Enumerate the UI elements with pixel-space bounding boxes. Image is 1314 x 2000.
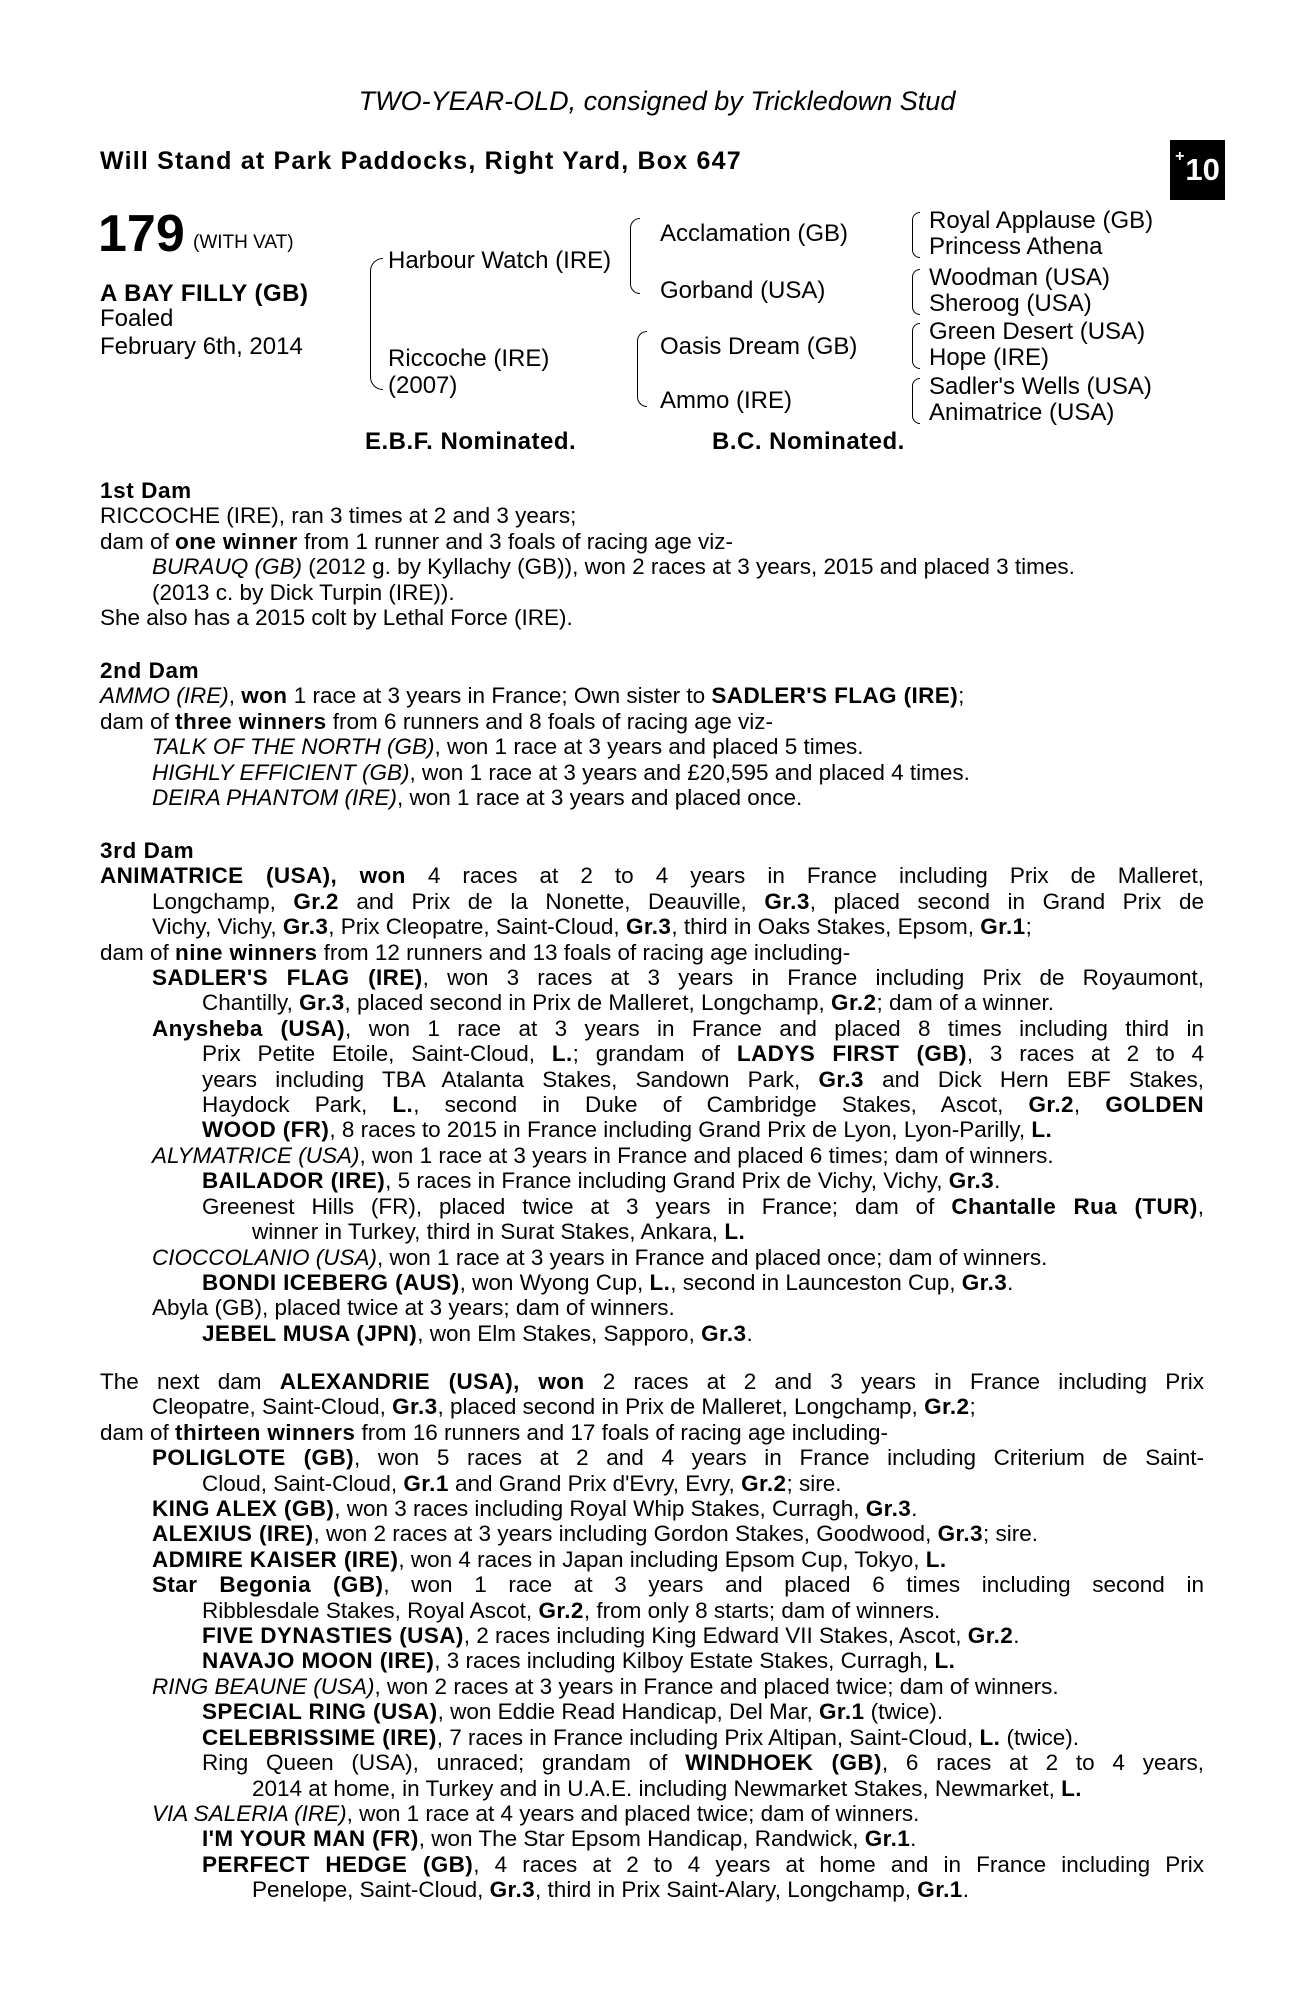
third-dam-heading: 3rd Dam	[100, 838, 195, 863]
page-header: TWO-YEAR-OLD, consigned by Trickledown Stud	[358, 86, 956, 116]
progeny-entry: ADMIRE KAISER (IRE), won 4 races in Japan including Epsom Cup, Tokyo, L.	[152, 1546, 947, 1572]
progeny-entry: I'M YOUR MAN (FR), won The Star Epsom Handicap, Randwick, Gr.1.	[202, 1826, 917, 1852]
ggdam-3: Hope (IRE)	[929, 344, 1050, 371]
first-dam-note: She also has a 2015 colt by Lethal Force (IRE).	[100, 605, 573, 631]
progeny-entry: CELEBRISSIME (IRE), 7 races in France including Prix Altipan, Saint-Cloud, L. (twice).	[202, 1724, 1080, 1750]
progeny-entry: years including TBA Atalanta Stakes, Sandown Park, Gr.3 and Dick Hern EBF Stakes,	[202, 1066, 1204, 1092]
lot-description: A BAY FILLY (GB)	[100, 280, 309, 307]
second-dam-heading: 2nd Dam	[100, 658, 200, 683]
sire: Harbour Watch (IRE)	[388, 247, 612, 274]
dam-sire: Oasis Dream (GB)	[660, 333, 858, 360]
progeny-entry: PERFECT HEDGE (GB), 4 races at 2 to 4 years at home and in France including Prix	[202, 1851, 1204, 1877]
ggsire-2: Woodman (USA)	[929, 264, 1110, 291]
progeny-entry: Star Begonia (GB), won 1 race at 3 years and placed 6 times including second in	[152, 1572, 1204, 1598]
first-dam-produce-summary: dam of one winner from 1 runner and 3 foals of racing age viz-	[100, 528, 734, 554]
sire-dam: Gorband (USA)	[660, 277, 826, 304]
progeny-entry: VIA SALERIA (IRE), won 1 race at 4 years and placed twice; dam of winners.	[152, 1800, 920, 1826]
dam-year: (2007)	[388, 372, 458, 399]
progeny-entry: NAVAJO MOON (IRE), 3 races including Kilboy Estate Stakes, Curragh, L.	[202, 1648, 956, 1674]
ggsire-4: Sadler's Wells (USA)	[929, 373, 1152, 400]
progeny-entry: JEBEL MUSA (JPN), won Elm Stakes, Sapporo, Gr.3.	[202, 1320, 753, 1346]
third-dam-section	[100, 838, 1204, 1346]
ebf-nominated: E.B.F. Nominated.	[365, 428, 577, 455]
g3-bracket-1	[912, 212, 920, 258]
ggsire-1: Royal Applause (GB)	[929, 207, 1154, 234]
first-dam-line: RICCOCHE (IRE), ran 3 times at 2 and 3 years;	[100, 503, 577, 529]
foaled-date: February 6th, 2014	[100, 333, 303, 360]
progeny-entry: Penelope, Saint-Cloud, Gr.3, third in Prix Saint-Alary, Longchamp, Gr.1.	[252, 1877, 969, 1903]
progeny-entry: CIOCCOLANIO (USA), won 1 race at 3 years in France and placed once; dam of winners.	[152, 1244, 1048, 1270]
progeny-entry: winner in Turkey, third in Surat Stakes, Ankara, L.	[252, 1219, 746, 1245]
progeny-entry: TALK OF THE NORTH (GB), won 1 race at 3 years and placed 5 times.	[152, 734, 864, 760]
sire-sire: Acclamation (GB)	[660, 220, 849, 247]
dam: Riccoche (IRE)	[388, 345, 550, 372]
progeny-entry: RING BEAUNE (USA), won 2 races at 3 years in France and placed twice; dam of winners.	[152, 1673, 1059, 1699]
dam-dam: Ammo (IRE)	[660, 387, 792, 414]
foaled-label: Foaled	[100, 305, 174, 332]
vat-label: (WITH VAT)	[193, 232, 294, 253]
g3-bracket-2	[912, 269, 920, 315]
progeny-entry: Ring Queen (USA), unraced; grandam of WINDHOEK (GB), 6 races at 2 to 4 years,	[202, 1750, 1204, 1776]
badge-value: 10	[1185, 152, 1220, 187]
sire-bracket	[630, 218, 640, 294]
second-dam-line: AMMO (IRE), won 1 race at 3 years in France; Own sister to SADLER'S FLAG (IRE);	[100, 683, 965, 709]
g3-bracket-4	[912, 378, 920, 424]
pedigree-bracket	[370, 258, 383, 390]
progeny-entry: Cloud, Saint-Cloud, Gr.1 and Grand Prix d'Evry, Evry, Gr.2; sire.	[202, 1470, 842, 1496]
third-dam-line: ANIMATRICE (USA), won 4 races at 2 to 4 years in France including Prix de Malleret,	[100, 863, 1205, 889]
next-dam-line: The next dam ALEXANDRIE (USA), won 2 races at 2 and 3 years in France including Prix	[100, 1369, 1204, 1394]
stand-location: Will Stand at Park Paddocks, Right Yard, Box 647	[100, 147, 742, 175]
progeny-entry: KING ALEX (GB), won 3 races including Royal Whip Stakes, Curragh, Gr.3.	[152, 1496, 918, 1522]
dam-bracket	[637, 331, 647, 407]
progeny-entry: 2014 at home, in Turkey and in U.A.E. including Newmarket Stakes, Newmarket, L.	[252, 1775, 1082, 1801]
progeny-entry: BONDI ICEBERG (AUS), won Wyong Cup, L., second in Launceston Cup, Gr.3.	[202, 1269, 1014, 1295]
third-dam-line: Longchamp, Gr.2 and Prix de la Nonette, Deauville, Gr.3, placed second in Grand Prix de	[152, 888, 1205, 914]
progeny-entry: Ribblesdale Stakes, Royal Ascot, Gr.2, from only 8 starts; dam of winners.	[202, 1597, 941, 1623]
rating-badge	[1170, 140, 1225, 200]
progeny-entry: HIGHLY EFFICIENT (GB), won 1 race at 3 years and £20,595 and placed 4 times.	[152, 759, 970, 785]
progeny-entry: DEIRA PHANTOM (IRE), won 1 race at 3 years and placed once.	[152, 785, 803, 811]
progeny-entry: Haydock Park, L., second in Duke of Cambridge Stakes, Ascot, Gr.2, GOLDEN	[202, 1092, 1204, 1118]
progeny-entry: SPECIAL RING (USA), won Eddie Read Handicap, Del Mar, Gr.1 (twice).	[202, 1699, 944, 1725]
next-dam-produce-summary: dam of thirteen winners from 16 runners and 17 foals of racing age including-	[100, 1419, 889, 1445]
ggdam-2: Sheroog (USA)	[929, 290, 1092, 317]
progeny-entry: WOOD (FR), 8 races to 2015 in France including Grand Prix de Lyon, Lyon-Parilly, L.	[202, 1117, 1053, 1143]
ggdam-4: Animatrice (USA)	[929, 399, 1115, 426]
first-dam-section	[100, 478, 1204, 630]
third-dam-line: Vichy, Vichy, Gr.3, Prix Cleopatre, Saint-Cloud, Gr.3, third in Oaks Stakes, Epsom, Gr.1;	[152, 914, 1032, 940]
progeny-entry: BURAUQ (GB) (2012 g. by Kyllachy (GB)), won 2 races at 3 years, 2015 and placed 3 times.	[152, 554, 1075, 580]
progeny-entry: ALYMATRICE (USA), won 1 race at 3 years in France and placed 6 times; dam of winners.	[152, 1142, 1054, 1168]
progeny-entry: Abyla (GB), placed twice at 3 years; dam of winners.	[152, 1295, 675, 1321]
progeny-entry: Anysheba (USA), won 1 race at 3 years in France and placed 8 times including third in	[152, 1015, 1204, 1041]
next-dam-section	[100, 1369, 1204, 1903]
badge-plus: +	[1175, 148, 1185, 165]
ggsire-3: Green Desert (USA)	[929, 318, 1146, 345]
lot-number: 179	[98, 205, 185, 263]
ggdam-1: Princess Athena	[929, 233, 1103, 260]
progeny-entry: Greenest Hills (FR), placed twice at 3 years in France; dam of Chantalle Rua (TUR),	[202, 1193, 1204, 1219]
first-dam-heading: 1st Dam	[100, 478, 192, 503]
progeny-entry: (2013 c. by Dick Turpin (IRE)).	[152, 579, 455, 605]
g3-bracket-3	[912, 323, 920, 369]
second-dam-produce-summary: dam of three winners from 6 runners and 8 foals of racing age viz-	[100, 708, 774, 734]
progeny-entry: Prix Petite Etoile, Saint-Cloud, L.; grandam of LADYS FIRST (GB), 3 races at 2 to 4	[202, 1041, 1205, 1067]
progeny-entry: SADLER'S FLAG (IRE), won 3 races at 3 years in France including Prix de Royaumont,	[152, 965, 1204, 991]
progeny-entry: FIVE DYNASTIES (USA), 2 races including King Edward VII Stakes, Ascot, Gr.2.	[202, 1623, 1020, 1649]
bc-nominated: B.C. Nominated.	[712, 428, 905, 455]
next-dam-line: Cleopatre, Saint-Cloud, Gr.3, placed second in Prix de Malleret, Longchamp, Gr.2;	[152, 1394, 976, 1420]
progeny-entry: ALEXIUS (IRE), won 2 races at 3 years including Gordon Stakes, Goodwood, Gr.3; sire.	[152, 1521, 1038, 1547]
progeny-entry: POLIGLOTE (GB), won 5 races at 2 and 4 years in France including Criterium de Saint-	[152, 1445, 1204, 1471]
third-dam-produce-summary: dam of nine winners from 12 runners and 13 foals of racing age including-	[100, 939, 851, 965]
progeny-entry: BAILADOR (IRE), 5 races in France including Grand Prix de Vichy, Vichy, Gr.3.	[202, 1168, 1001, 1194]
progeny-entry: Chantilly, Gr.3, placed second in Prix de Malleret, Longchamp, Gr.2; dam of a winner.	[202, 990, 1055, 1016]
second-dam-section	[100, 658, 1204, 810]
